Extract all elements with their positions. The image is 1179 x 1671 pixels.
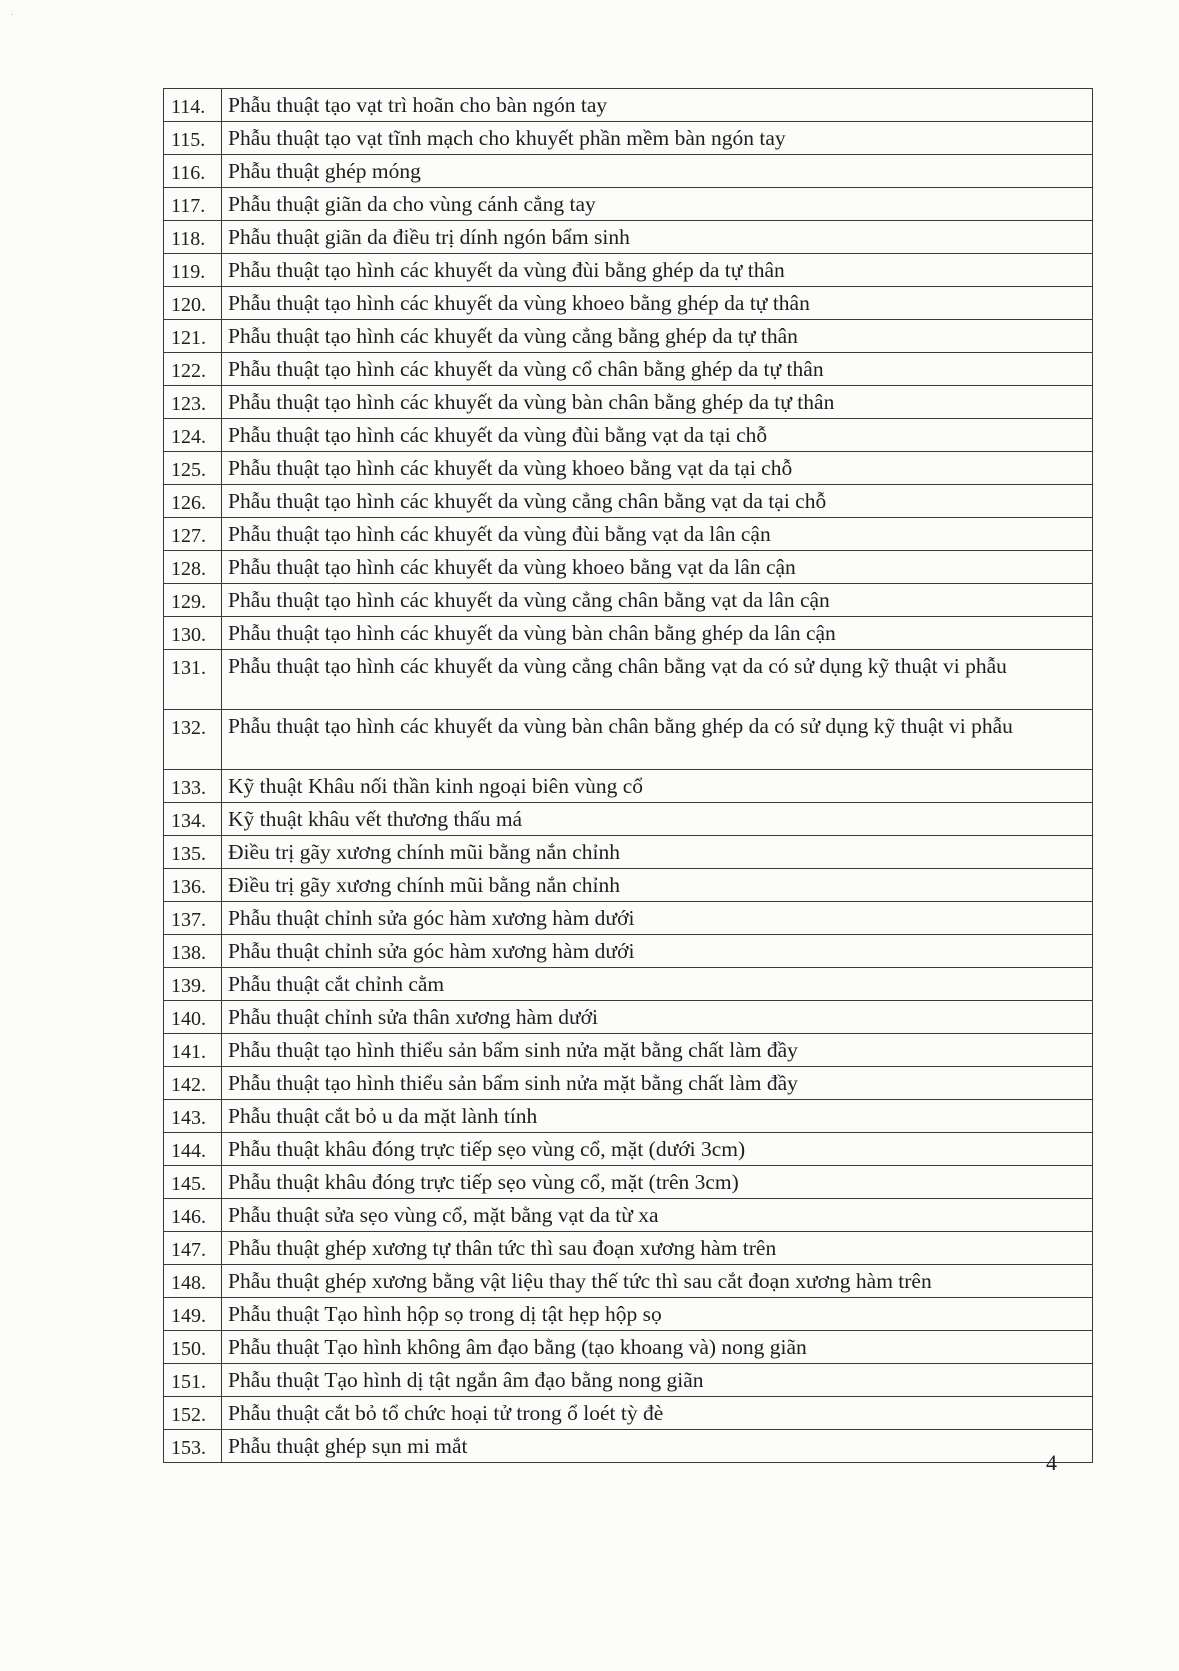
table-row [164, 89, 1093, 122]
row-number: 124. [164, 419, 222, 452]
procedure-name: Phẫu thuật cắt chỉnh cằm [222, 968, 1093, 1001]
table-row [164, 617, 1093, 650]
table-row [164, 1001, 1093, 1034]
table-row [164, 419, 1093, 452]
row-number: 142. [164, 1067, 222, 1100]
procedure-name: Điều trị gãy xương chính mũi bằng nắn chỉnh [222, 869, 1093, 902]
procedure-name: Phẫu thuật chỉnh sửa góc hàm xương hàm dưới [222, 902, 1093, 935]
procedure-name: Phẫu thuật ghép xương tự thân tức thì sau đoạn xương hàm trên [222, 1232, 1093, 1265]
row-number: 128. [164, 551, 222, 584]
table-row [164, 584, 1093, 617]
table-row [164, 386, 1093, 419]
row-number: 116. [164, 155, 222, 188]
procedure-name: Phẫu thuật tạo hình các khuyết da vùng bàn chân bằng ghép da có sử dụng kỹ thuật vi phẫu [222, 710, 1093, 770]
table-row [164, 710, 1093, 770]
procedure-name: Phẫu thuật tạo hình các khuyết da vùng cẳng chân bằng vạt da lân cận [222, 584, 1093, 617]
procedure-name: Điều trị gãy xương chính mũi bằng nắn chỉnh [222, 836, 1093, 869]
procedure-name: Phẫu thuật tạo hình các khuyết da vùng cổ chân bằng ghép da tự thân [222, 353, 1093, 386]
row-number: 121. [164, 320, 222, 353]
row-number: 153. [164, 1430, 222, 1463]
table-row [164, 188, 1093, 221]
table-row [164, 353, 1093, 386]
row-number: 127. [164, 518, 222, 551]
table-row [164, 1133, 1093, 1166]
table-row [164, 1199, 1093, 1232]
procedure-name: Phẫu thuật tạo hình các khuyết da vùng khoeo bằng vạt da lân cận [222, 551, 1093, 584]
table-row [164, 287, 1093, 320]
row-number: 126. [164, 485, 222, 518]
table-row [164, 1166, 1093, 1199]
procedure-name: Phẫu thuật tạo hình thiểu sản bẩm sinh nửa mặt bằng chất làm đầy [222, 1067, 1093, 1100]
row-number: 122. [164, 353, 222, 386]
row-number: 115. [164, 122, 222, 155]
table-row [164, 221, 1093, 254]
row-number: 132. [164, 710, 222, 770]
row-number: 139. [164, 968, 222, 1001]
row-number: 148. [164, 1265, 222, 1298]
row-number: 140. [164, 1001, 222, 1034]
table-row [164, 650, 1093, 710]
procedure-name: Phẫu thuật tạo hình các khuyết da vùng khoeo bằng ghép da tự thân [222, 287, 1093, 320]
table-row [164, 869, 1093, 902]
procedure-name: Phẫu thuật tạo hình các khuyết da vùng cẳng chân bằng vạt da có sử dụng kỹ thuật vi phẫu [222, 650, 1093, 710]
table-row [164, 155, 1093, 188]
row-number: 119. [164, 254, 222, 287]
row-number: 133. [164, 770, 222, 803]
procedure-name: Kỹ thuật Khâu nối thần kinh ngoại biên vùng cổ [222, 770, 1093, 803]
procedure-name: Phẫu thuật chỉnh sửa thân xương hàm dưới [222, 1001, 1093, 1034]
procedure-name: Phẫu thuật khâu đóng trực tiếp sẹo vùng cổ, mặt (dưới 3cm) [222, 1133, 1093, 1166]
row-number: 130. [164, 617, 222, 650]
procedure-name: Phẫu thuật tạo vạt trì hoãn cho bàn ngón tay [222, 89, 1093, 122]
scan-mark: · [10, 10, 14, 21]
table-row [164, 836, 1093, 869]
table-row [164, 770, 1093, 803]
procedure-name: Kỹ thuật khâu vết thương thấu má [222, 803, 1093, 836]
procedure-name: Phẫu thuật tạo hình các khuyết da vùng đùi bằng ghép da tự thân [222, 254, 1093, 287]
row-number: 145. [164, 1166, 222, 1199]
procedure-name: Phẫu thuật tạo hình các khuyết da vùng cẳng chân bằng vạt da tại chỗ [222, 485, 1093, 518]
table-row [164, 551, 1093, 584]
row-number: 129. [164, 584, 222, 617]
procedure-name: Phẫu thuật tạo hình thiểu sản bẩm sinh nửa mặt bằng chất làm đầy [222, 1034, 1093, 1067]
procedure-name: Phẫu thuật ghép móng [222, 155, 1093, 188]
table-row [164, 518, 1093, 551]
table-row [164, 1100, 1093, 1133]
row-number: 123. [164, 386, 222, 419]
procedure-name: Phẫu thuật tạo hình các khuyết da vùng đùi bằng vạt da lân cận [222, 518, 1093, 551]
procedure-table-body [164, 89, 1093, 1463]
procedure-name: Phẫu thuật tạo hình các khuyết da vùng bàn chân bằng ghép da tự thân [222, 386, 1093, 419]
procedure-name: Phẫu thuật cắt bỏ tổ chức hoại tử trong ổ loét tỳ đè [222, 1397, 1093, 1430]
row-number: 137. [164, 902, 222, 935]
table-row [164, 1034, 1093, 1067]
table-row [164, 1397, 1093, 1430]
procedure-name: Phẫu thuật giãn da điều trị dính ngón bẩm sinh [222, 221, 1093, 254]
row-number: 120. [164, 287, 222, 320]
table-row [164, 1331, 1093, 1364]
row-number: 147. [164, 1232, 222, 1265]
procedure-name: Phẫu thuật tạo hình các khuyết da vùng khoeo bằng vạt da tại chỗ [222, 452, 1093, 485]
procedure-name: Phẫu thuật khâu đóng trực tiếp sẹo vùng cổ, mặt (trên 3cm) [222, 1166, 1093, 1199]
table-row [164, 1430, 1093, 1463]
table-row [164, 1364, 1093, 1397]
row-number: 114. [164, 89, 222, 122]
table-row [164, 902, 1093, 935]
table-row [164, 935, 1093, 968]
table-row [164, 452, 1093, 485]
procedure-name: Phẫu thuật ghép sụn mi mắt [222, 1430, 1093, 1463]
table-row [164, 485, 1093, 518]
table-row [164, 320, 1093, 353]
page-number: 4 [1046, 1450, 1057, 1475]
table-row [164, 968, 1093, 1001]
procedure-name: Phẫu thuật tạo hình các khuyết da vùng cẳng bằng ghép da tự thân [222, 320, 1093, 353]
row-number: 151. [164, 1364, 222, 1397]
table-row [164, 803, 1093, 836]
procedure-name: Phẫu thuật chỉnh sửa góc hàm xương hàm dưới [222, 935, 1093, 968]
table-row [164, 1298, 1093, 1331]
row-number: 125. [164, 452, 222, 485]
row-number: 150. [164, 1331, 222, 1364]
procedure-name: Phẫu thuật ghép xương bằng vật liệu thay thế tức thì sau cắt đoạn xương hàm trên [222, 1265, 1093, 1298]
row-number: 143. [164, 1100, 222, 1133]
procedure-name: Phẫu thuật Tạo hình dị tật ngắn âm đạo bằng nong giãn [222, 1364, 1093, 1397]
procedure-name: Phẫu thuật cắt bỏ u da mặt lành tính [222, 1100, 1093, 1133]
procedure-table [163, 88, 1093, 1463]
table-row [164, 1067, 1093, 1100]
row-number: 141. [164, 1034, 222, 1067]
table-row [164, 1232, 1093, 1265]
procedure-name: Phẫu thuật Tạo hình hộp sọ trong dị tật hẹp hộp sọ [222, 1298, 1093, 1331]
table-row [164, 122, 1093, 155]
procedure-name: Phẫu thuật giãn da cho vùng cánh cẳng tay [222, 188, 1093, 221]
row-number: 136. [164, 869, 222, 902]
row-number: 118. [164, 221, 222, 254]
procedure-name: Phẫu thuật tạo hình các khuyết da vùng đùi bằng vạt da tại chỗ [222, 419, 1093, 452]
row-number: 117. [164, 188, 222, 221]
procedure-name: Phẫu thuật tạo hình các khuyết da vùng bàn chân bằng ghép da lân cận [222, 617, 1093, 650]
row-number: 131. [164, 650, 222, 710]
row-number: 149. [164, 1298, 222, 1331]
row-number: 146. [164, 1199, 222, 1232]
row-number: 152. [164, 1397, 222, 1430]
row-number: 144. [164, 1133, 222, 1166]
row-number: 135. [164, 836, 222, 869]
row-number: 134. [164, 803, 222, 836]
procedure-name: Phẫu thuật tạo vạt tĩnh mạch cho khuyết phần mềm bàn ngón tay [222, 122, 1093, 155]
procedure-name: Phẫu thuật Tạo hình không âm đạo bằng (tạo khoang và) nong giãn [222, 1331, 1093, 1364]
table-row [164, 254, 1093, 287]
procedure-name: Phẫu thuật sửa sẹo vùng cổ, mặt bằng vạt da từ xa [222, 1199, 1093, 1232]
table-row [164, 1265, 1093, 1298]
row-number: 138. [164, 935, 222, 968]
